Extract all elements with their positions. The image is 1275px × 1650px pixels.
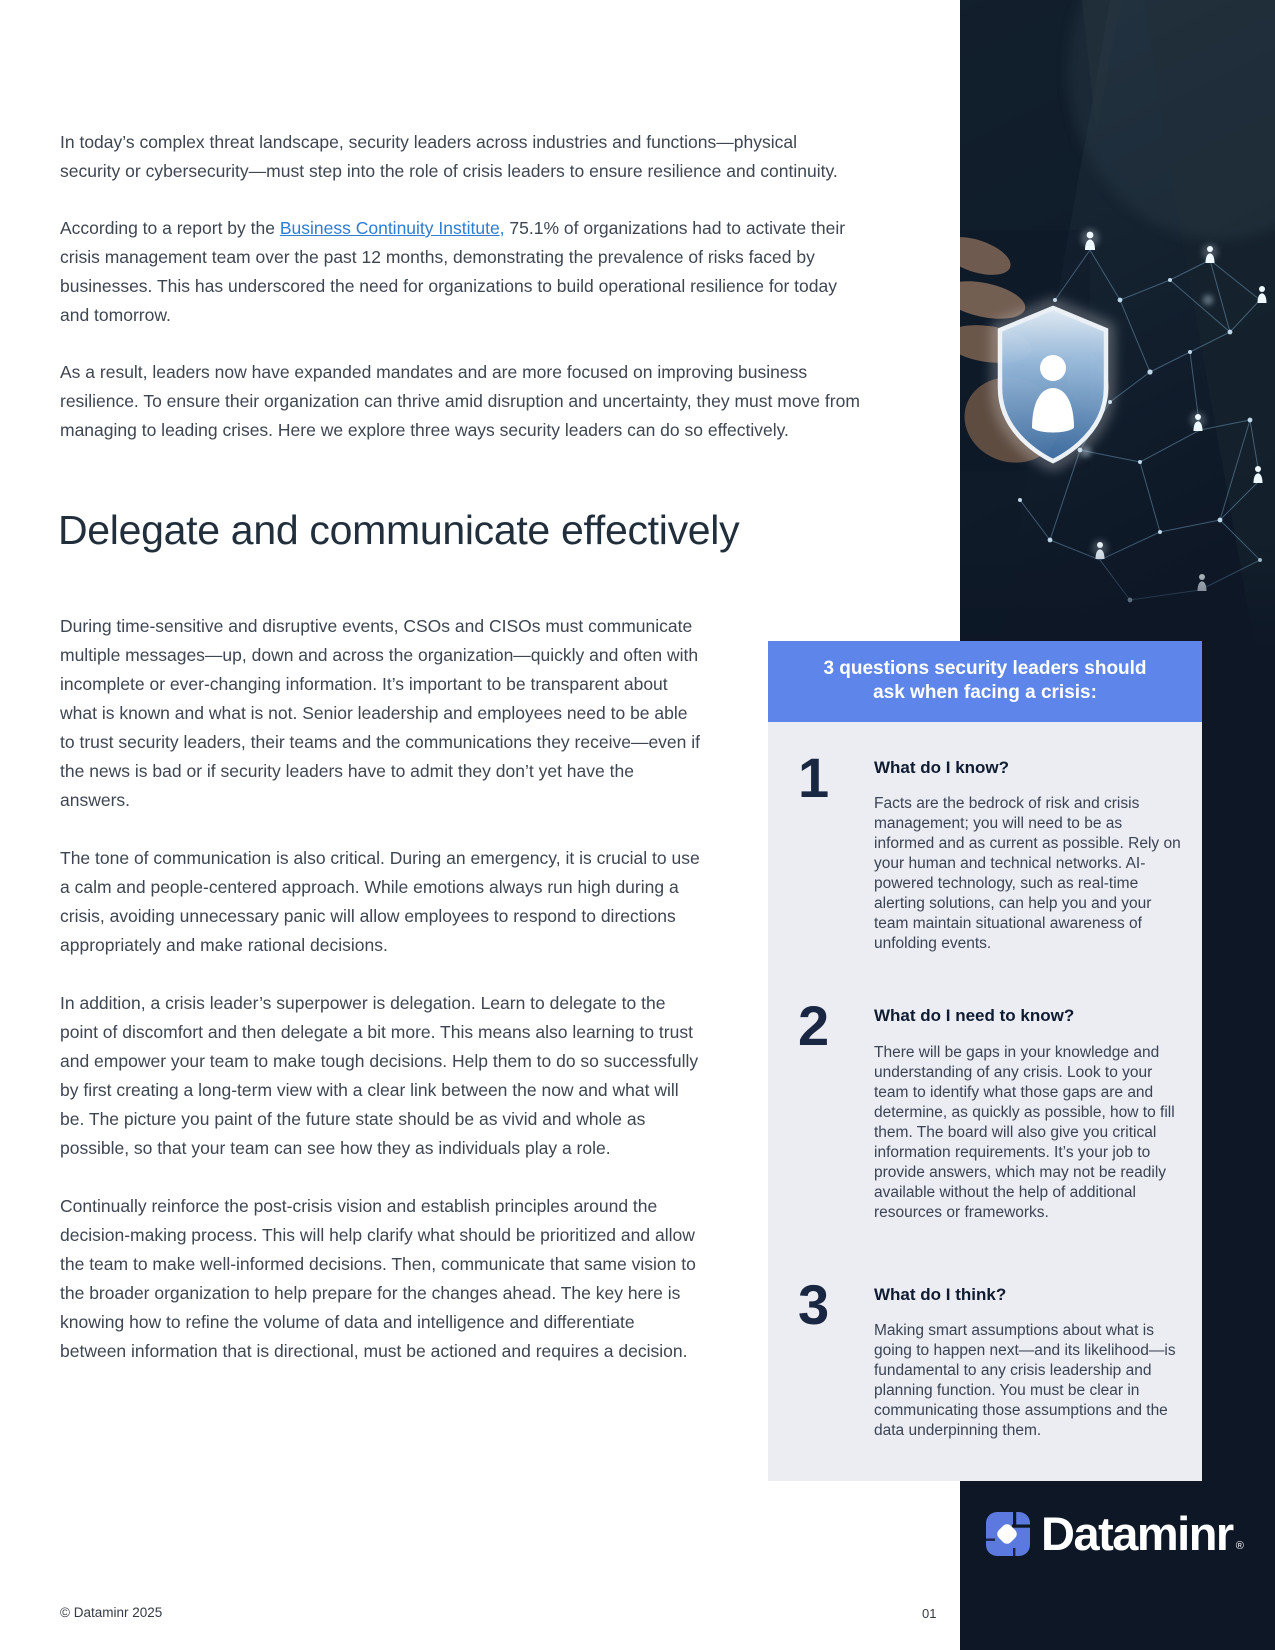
intro-paragraph-2: [60, 214, 860, 330]
sidebar-question-item-3: [796, 1272, 1182, 1441]
question-answer: There will be gaps in your knowledge and understanding of any crisis. Look to your team to identify what those gaps are and determine, as quickly as possible, how to fill them. The board will also give you critical information requirements. It’s your job to provide answers, which may not be readily available without the help of additional resources or frameworks.: [874, 1043, 1175, 1221]
body-paragraph-2: The tone of communication is also critical. During an emergency, it is crucial to use a calm and people-centered approach. While emotions always run high during a crisis, avoiding unnecessary panic will allow employees to respond to directions appropriately and make rational decisions.: [60, 848, 700, 955]
hero-photo-graphic: [960, 0, 1275, 650]
question-number: 2: [798, 994, 830, 1058]
photo-fade: [960, 540, 1275, 650]
registered-mark: ®: [1235, 1540, 1244, 1552]
shield-icon: [998, 305, 1108, 464]
intro-paragraph-2-pre: According to a report by the: [60, 218, 280, 238]
dataminr-wordmark: Dataminr: [1041, 1507, 1233, 1560]
body-column: [60, 612, 700, 1395]
body-paragraph-1: During time-sensitive and disruptive events, CSOs and CISOs must communicate multiple messages—up, down and across the organization—quickly and often with incomplete or ever-changing information. It’s important to be transparent about what is known and what is not. Senior leadership and employees need to be able to trust security leaders, their teams and the communications they receive—even if the news is bad or if security leaders have to admit they don’t yet have the answers.: [60, 616, 701, 810]
business-continuity-institute-link[interactable]: Business Continuity Institute,: [279, 218, 505, 238]
sidebar-callout: [768, 641, 1202, 1481]
question-number: 3: [798, 1272, 830, 1336]
intro-paragraph-2-post: 75.1% of organizations had to activate their crisis management team over the past 12 months, demonstrating the prevalence of risks faced by businesses. This has underscored the need for organizations to build operational resilience for today and tomorrow.: [60, 218, 846, 325]
dataminr-logo-icon: [986, 1512, 1030, 1556]
intro-section: [60, 128, 860, 473]
intro-paragraph-3: As a result, leaders now have expanded mandates and are more focused on improving business resilience. To ensure their organization can thrive amid disruption and uncertainty, they must move from managing to leading crises. Here we explore three ways security leaders can do so effectively.: [60, 362, 860, 440]
footer-copyright: © Dataminr 2025: [60, 1605, 163, 1620]
body-paragraph-4: Continually reinforce the post-crisis vision and establish principles around the decision-making process. This will help clarify what should be prioritized and allow the team to make well-informed decisions. Then, communicate that same vision to the broader organization to help prepare for the changes ahead. The key here is knowing how to refine the volume of data and intelligence and differentiate between information that is directional, must be actioned and requires a decision.: [60, 1196, 696, 1361]
sidebar-question-item-2: [796, 994, 1182, 1222]
sidebar-question-item-1: [796, 746, 1182, 954]
sidebar-title: 3 questions security leaders should ask when facing a crisis:: [768, 641, 1202, 722]
intro-paragraph-1: In today’s complex threat landscape, security leaders across industries and functions—physical security or cybersecurity—must step into the role of crisis leaders to ensure resilience and continuity.: [60, 132, 838, 181]
hero-photo: [960, 0, 1275, 650]
section-heading: Delegate and communicate effectively: [58, 507, 740, 553]
sidebar-body: [768, 722, 1202, 1481]
page-number: 01: [922, 1606, 937, 1621]
question-answer: Making smart assumptions about what is going to happen next—and its likelihood—is fundamental to any crisis leadership and planning function. You must be clear in communicating those assumptions and the data underpinning them.: [874, 1321, 1176, 1439]
question-answer: Facts are the bedrock of risk and crisis management; you will need to be as informed and as current as possible. Rely on your human and technical networks. AI-powered technology, such as real-time alerting solutions, can help you and your team maintain situational awareness of unfolding events.: [874, 795, 1181, 953]
question-title: What do I know?: [874, 758, 1010, 777]
question-number: 1: [798, 746, 830, 809]
dataminr-logo: [986, 1507, 1244, 1560]
question-title: What do I need to know?: [874, 1006, 1075, 1026]
question-title: What do I think?: [874, 1284, 1007, 1304]
body-paragraph-3: In addition, a crisis leader’s superpower is delegation. Learn to delegate to the point of discomfort and then delegate a bit more. This means also learning to trust and empower your team to make tough decisions. Help them to do so successfully by first creating a long-term view with a clear link between the now and what will be. The picture you paint of the future state should be as vivid and whole as possible, so that your team can see how they as individuals play a role.: [60, 993, 699, 1158]
